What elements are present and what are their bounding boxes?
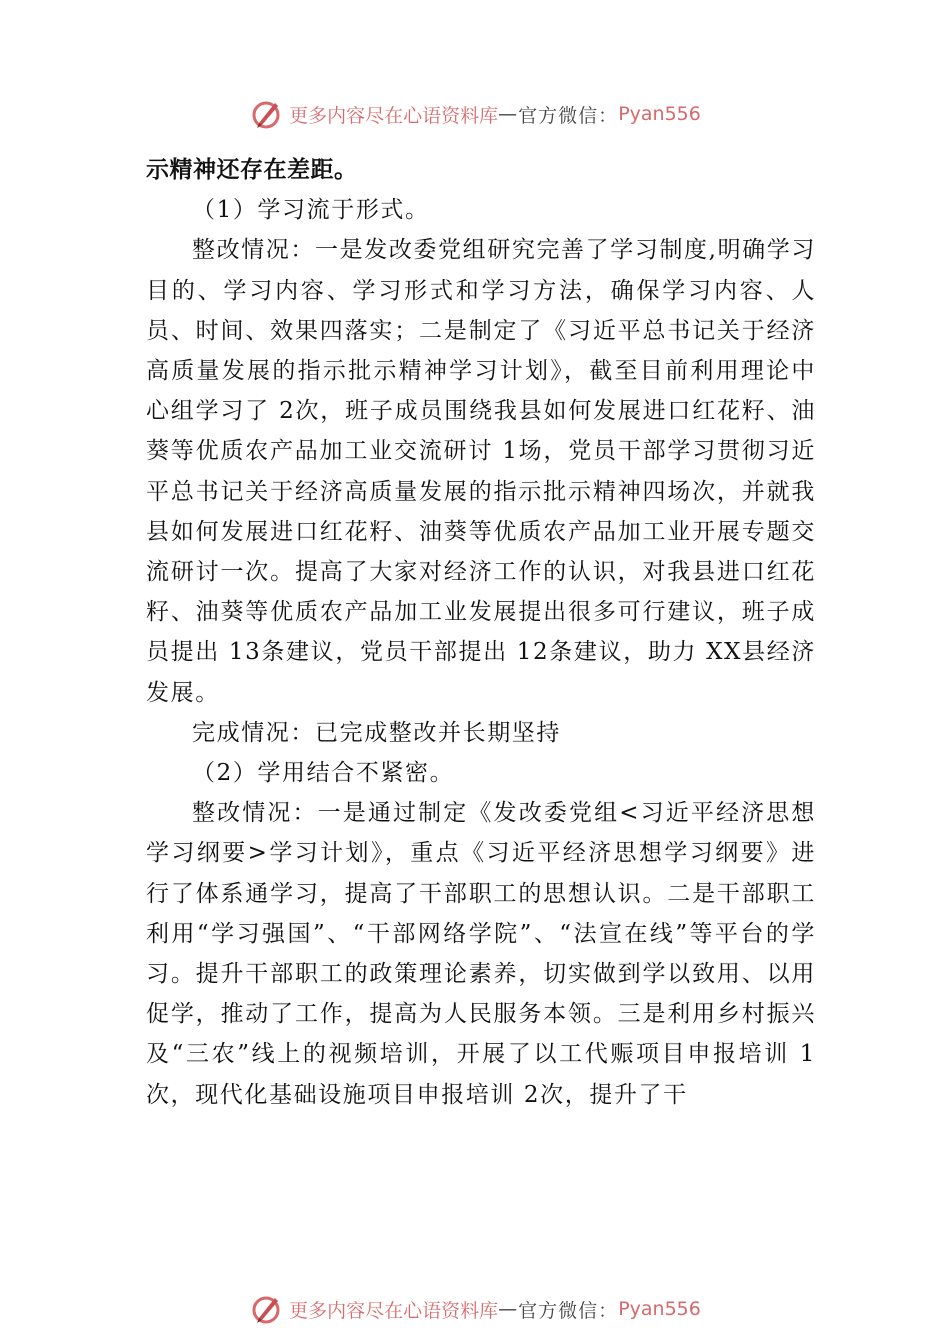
rectification-paragraph-2: 整改情况：一是通过制定《发改委党组<习近平经济思想学习纲要>学习计划》，重点《习近平经济思想学习纲要》进行了体系通学习，提高了干部职工的思想认识。二是干部职工利用“学习强国”、“干部网络学院”、“法宣在线”等平台的学习。提升干部职工的政策理论素养，切实做到学以致用、以用促学，推动了工作，提高为人民服务本领。三是利用乡村振兴及“三农”线上的视频培训，开展了以工代赈项目申报培训 1次，现代化基础设施项目申报培训 2次，提升了干 bbox=[146, 800, 816, 1108]
document-body bbox=[146, 150, 816, 1115]
watermark-official-label: 官方微信： bbox=[518, 1299, 619, 1322]
watermark-separator: — bbox=[498, 103, 519, 125]
rectification-paragraph-1: 整改情况：一是发改委党组研究完善了学习制度,明确学习目的、学习内容、学习形式和学习方法，确保学习内容、人员、时间、效果四落实；二是制定了《习近平总书记关于经济高质量发展的指示批示精神学习计划》，截至目前利用理论中心组学习了 2次，班子成员围绕我县如何发展进口红花籽、油葵等优质农产品加工业交流研讨 1场，党员干部学习贯彻习近平总书记关于经济高质量发展的指示批示精神四场次，并就我县如何发展进口红花籽、油葵等优质农产品加工业开展专题交流研讨一次。提高了大家对经济工作的认识，对我县进口红花籽、油葵等优质农产品加工业发展提出很多可行建议，班子成员提出 13条建议，党员干部提出 12条建议，助力 XX县经济发展。 bbox=[146, 237, 816, 706]
watermark-official-label: 官方微信： bbox=[518, 104, 619, 127]
completion-status: 完成情况：已完成整改并长期坚持 bbox=[192, 719, 561, 746]
watermark-wechat-id: Pyan556 bbox=[618, 1298, 701, 1320]
watermark-wechat-id: Pyan556 bbox=[618, 103, 701, 125]
header-watermark bbox=[0, 96, 950, 132]
watermark-separator: — bbox=[498, 1298, 519, 1320]
footer-watermark bbox=[0, 1291, 950, 1327]
paragraph-continuation: 示精神还存在差距。 bbox=[146, 156, 358, 183]
section-heading-1: （1）学习流于形式。 bbox=[192, 197, 430, 224]
section-heading-2: （2）学用结合不紧密。 bbox=[192, 760, 455, 787]
watermark-main-text: 更多内容尽在心语资料库 bbox=[289, 1299, 499, 1322]
watermark-main-text: 更多内容尽在心语资料库 bbox=[289, 104, 499, 127]
pen-circle-logo-icon bbox=[249, 1292, 283, 1326]
pen-circle-logo-icon bbox=[249, 97, 283, 131]
